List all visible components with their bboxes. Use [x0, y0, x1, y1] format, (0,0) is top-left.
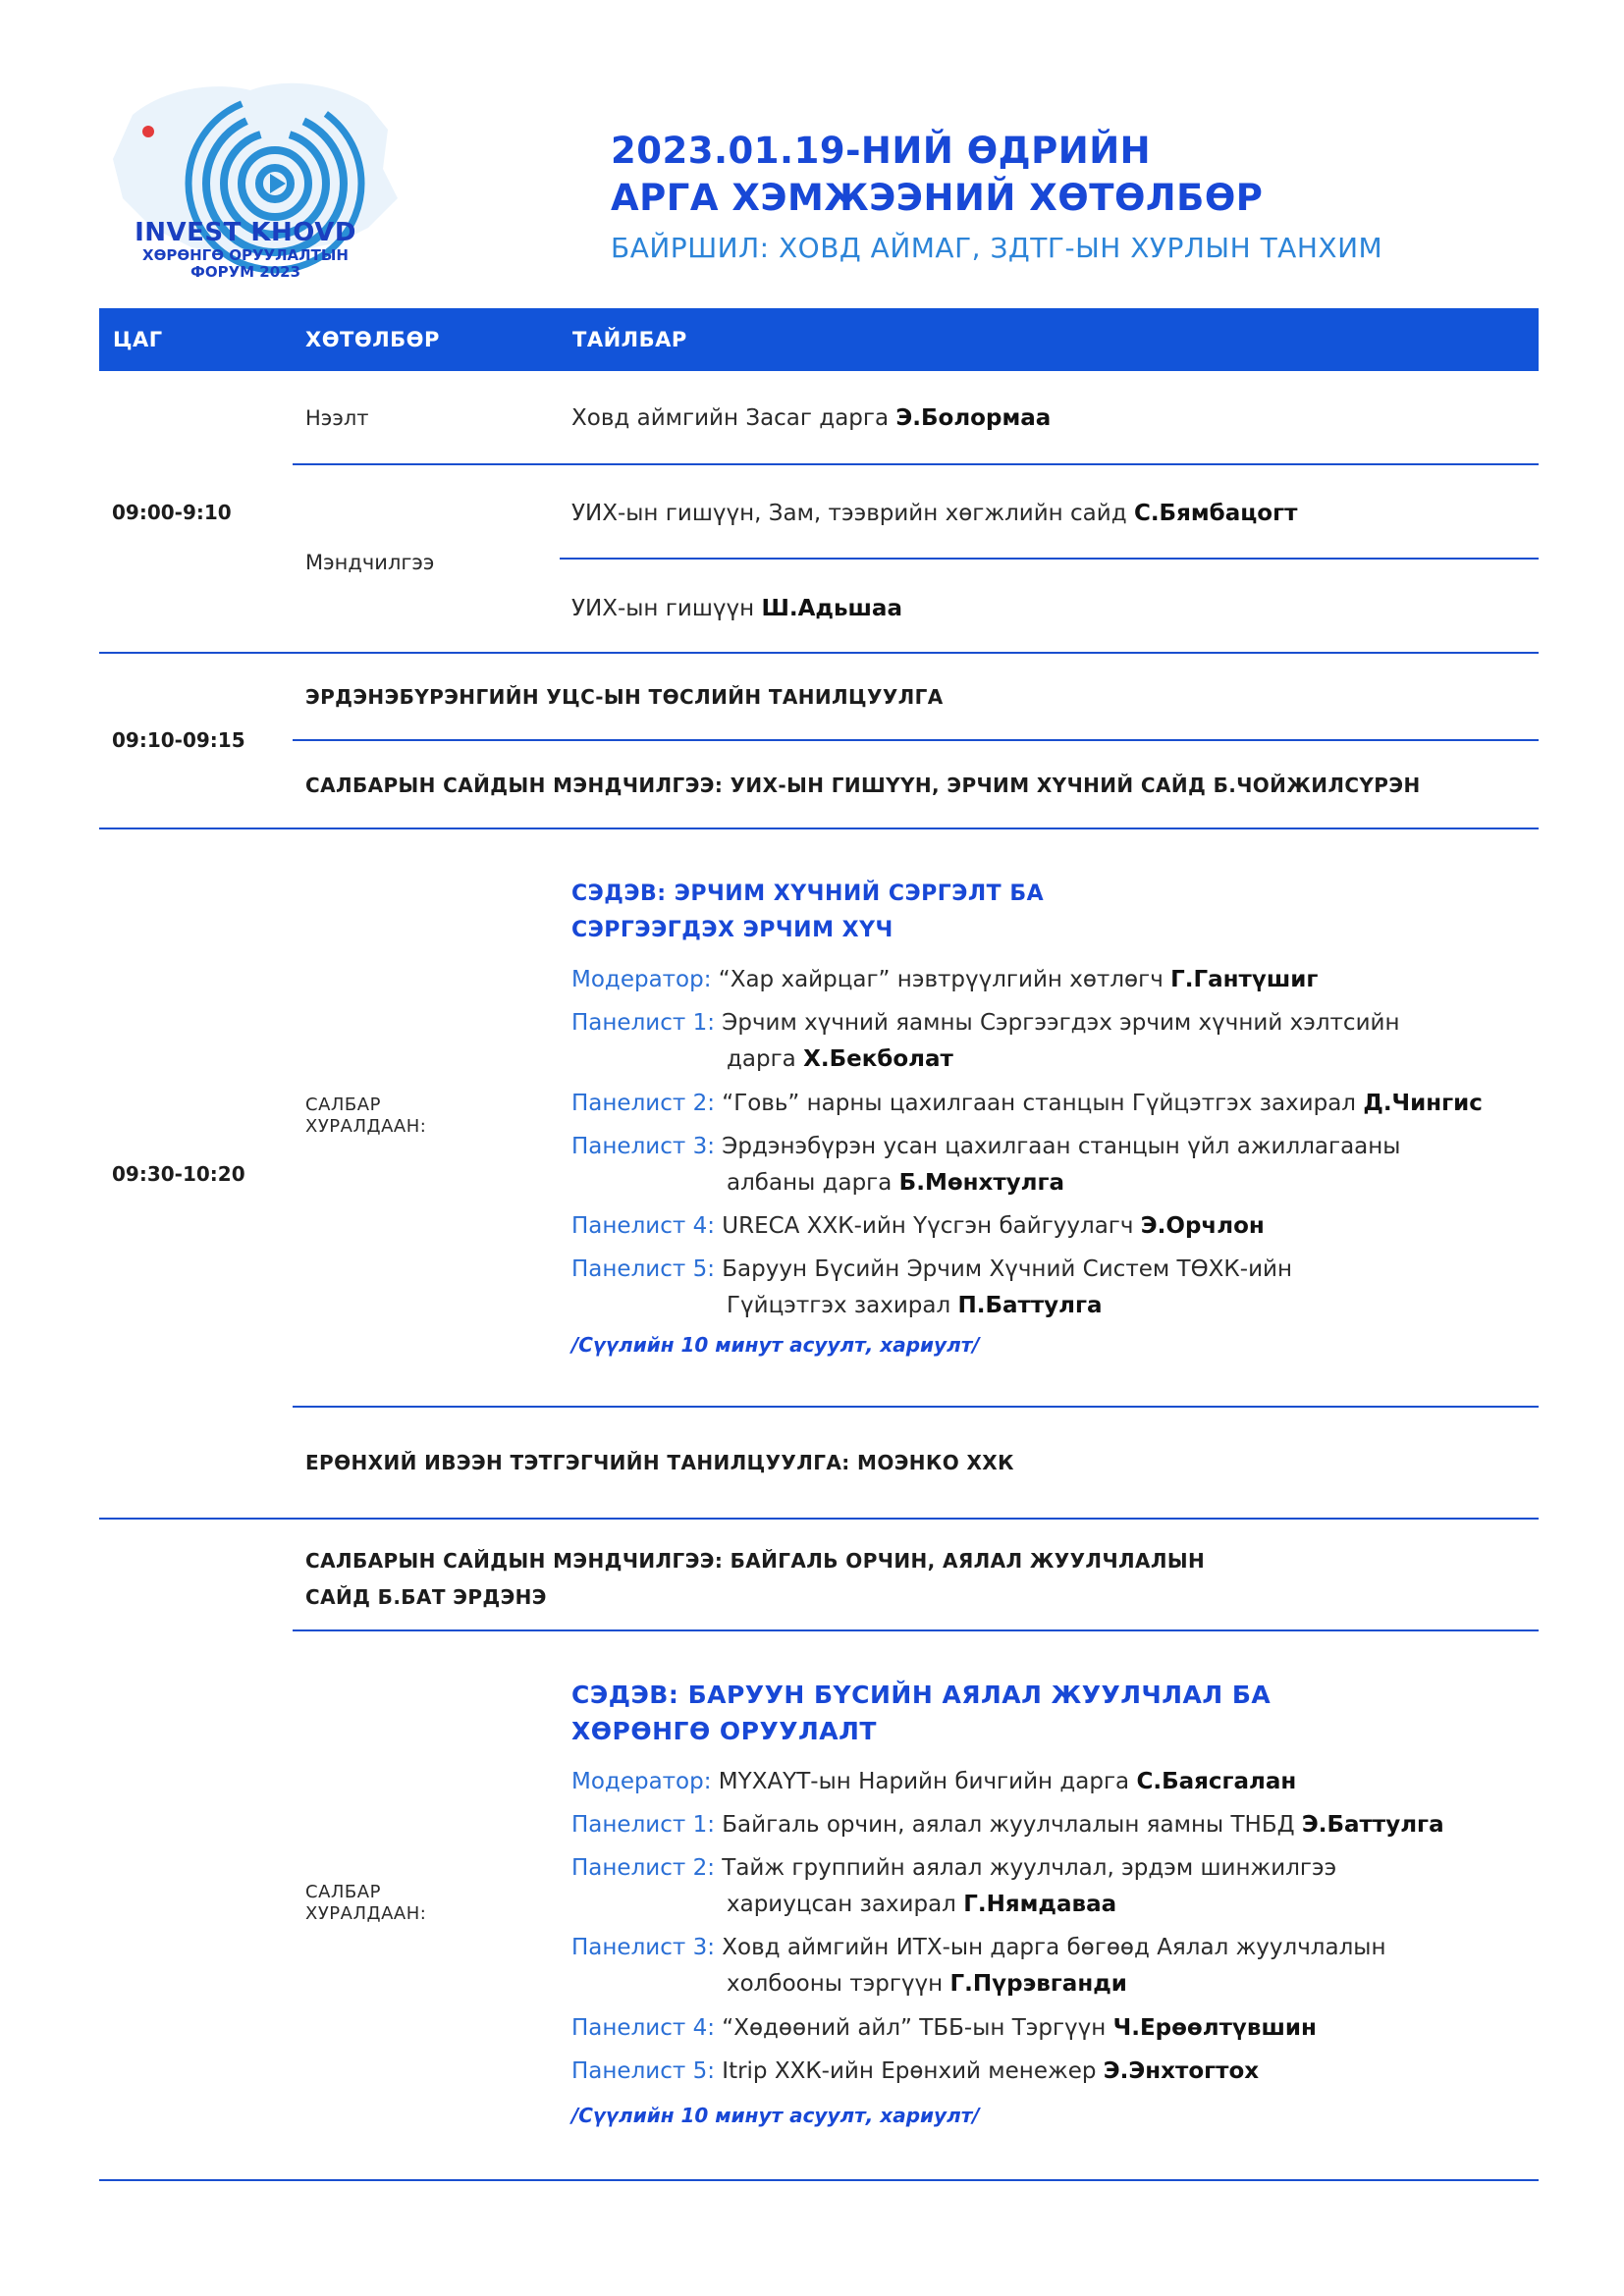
time-cell: 09:00-9:10 — [112, 501, 232, 524]
row-divider — [293, 739, 1539, 741]
panelist-1: Панелист 1: Эрчим хүчний яамны Сэргээгдэх эрчим хүчний хэлтсийн дарга Х.Бекболат — [571, 1010, 1400, 1072]
session-topic: СЭДЭВ: БАРУУН БҮСИЙН АЯЛАЛ ЖУУЛЧЛАЛ БА ХӨРӨНГӨ ОРУУЛАЛТ — [571, 1681, 1272, 1745]
moderator-line: Модератор: МҮХАҮТ-ын Нарийн бичгийн дарга С.Баясгалан — [571, 1769, 1297, 1794]
header-description: ТАЙЛБАР — [572, 328, 687, 351]
qa-note: /Сүүлийн 10 минут асуулт, хариулт/ — [571, 1333, 980, 1357]
panelist-4: Панелист 4: URECA ХХК-ийн Үүсгэн байгуулагч Э.Орчлон — [571, 1213, 1265, 1239]
page-title: 2023.01.19-НИЙ ӨДРИЙН АРГА ХЭМЖЭЭНИЙ ХӨТӨЛБӨР — [611, 130, 1264, 219]
header-program: ХӨТӨЛБӨР — [305, 328, 440, 351]
panelist-2: Панелист 2: Тайж группийн аялал жуулчлал, эрдэм шинжилгээ хариуцсан захирал Г.Нямдаваа — [571, 1855, 1337, 1917]
location-subtitle: БАЙРШИЛ: ХОВД АЙМАГ, ЗДТГ-ЫН ХУРЛЫН ТАНХИМ — [611, 232, 1383, 264]
header-time: ЦАГ — [113, 328, 163, 351]
panelist-4: Панелист 4: “Хөдөөний айл” ТББ-ын Тэргүүн Ч.Ерөөлтүвшин — [571, 2015, 1317, 2041]
qa-note: /Сүүлийн 10 минут асуулт, хариулт/ — [571, 2104, 980, 2127]
table-header — [99, 308, 1539, 371]
panelist-2: Панелист 2: “Говь” нарны цахилгаан станцын Гүйцэтгэх захирал Д.Чингис — [571, 1091, 1483, 1116]
panelist-5: Панелист 5: Itrip ХХК-ийн Ерөнхий менежер Э.Энхтогтох — [571, 2058, 1260, 2084]
row-divider — [293, 463, 1539, 465]
desc-opening: Ховд аймгийн Засаг дарга Э.Болормаа — [571, 405, 1052, 431]
program-opening: Нээлт — [305, 406, 369, 430]
logo-name: INVEST KHOVD — [135, 218, 356, 247]
block-divider — [99, 2179, 1539, 2181]
desc-greeting-1: УИХ-ын гишүүн, Зам, тээврийн хөгжлийн сайд С.Бямбацогт — [571, 501, 1298, 526]
session-topic: СЭДЭВ: ЭРЧИМ ХҮЧНИЙ СЭРГЭЛТ БА СЭРГЭЭГДЭХ ЭРЧИМ ХҮЧ — [571, 881, 1045, 942]
minister-greeting-environment: САЛБАРЫН САЙДЫН МЭНДЧИЛГЭЭ: БАЙГАЛЬ ОРЧИН, АЯЛАЛ ЖУУЛЧЛАЛЫН САЙД Б.БАТ ЭРДЭНЭ — [305, 1549, 1206, 1609]
moderator-line: Модератор: “Хар хайрцаг” нэвтрүүлгийн хөтлөгч Г.Гантүшиг — [571, 967, 1319, 992]
logo-subtitle: ХӨРӨНГӨ ОРУУЛАЛТЫН ФОРУМ 2023 — [142, 246, 349, 281]
program-session: САЛБАР ХУРАЛДААН: — [305, 1095, 427, 1137]
desc-greeting-2: УИХ-ын гишүүн Ш.Адьшаа — [571, 596, 902, 621]
sponsor-intro: ЕРӨНХИЙ ИВЭЭН ТЭТГЭГЧИЙН ТАНИЛЦУУЛГА: МОЭНКО ХХК — [305, 1451, 1014, 1474]
time-cell: 09:30-10:20 — [112, 1162, 245, 1186]
panelist-3: Панелист 3: Эрдэнэбүрэн усан цахилгаан станцын үйл ажиллагааны албаны дарга Б.Мөнхтулга — [571, 1134, 1401, 1196]
program-session: САЛБАР ХУРАЛДААН: — [305, 1882, 427, 1924]
block-divider — [99, 652, 1539, 654]
row-divider — [293, 1406, 1539, 1408]
minister-greeting-energy: САЛБАРЫН САЙДЫН МЭНДЧИЛГЭЭ: УИХ-ЫН ГИШҮҮН, ЭРЧИМ ХҮЧНИЙ САЙД Б.ЧОЙЖИЛСҮРЭН — [305, 774, 1421, 797]
panelist-3: Панелист 3: Ховд аймгийн ИТХ-ын дарга бөгөөд Аялал жуулчлалын холбооны тэргүүн Г.Пүрэвганди — [571, 1935, 1386, 1997]
panelist-5: Панелист 5: Баруун Бүсийн Эрчим Хүчний Систем ТӨХК-ийн Гүйцэтгэх захирал П.Баттулга — [571, 1256, 1292, 1318]
project-intro: ЭРДЭНЭБҮРЭНГИЙН УЦС-ЫН ТӨСЛИЙН ТАНИЛЦУУЛГА — [305, 685, 944, 709]
panelist-1: Панелист 1: Байгаль орчин, аялал жуулчлалын яамны ТНБД Э.Баттулга — [571, 1812, 1444, 1838]
row-divider — [293, 1629, 1539, 1631]
time-cell: 09:10-09:15 — [112, 728, 245, 752]
block-divider — [99, 828, 1539, 829]
row-divider — [560, 558, 1539, 560]
block-divider — [99, 1518, 1539, 1520]
program-greeting: Мэндчилгээ — [305, 551, 435, 574]
